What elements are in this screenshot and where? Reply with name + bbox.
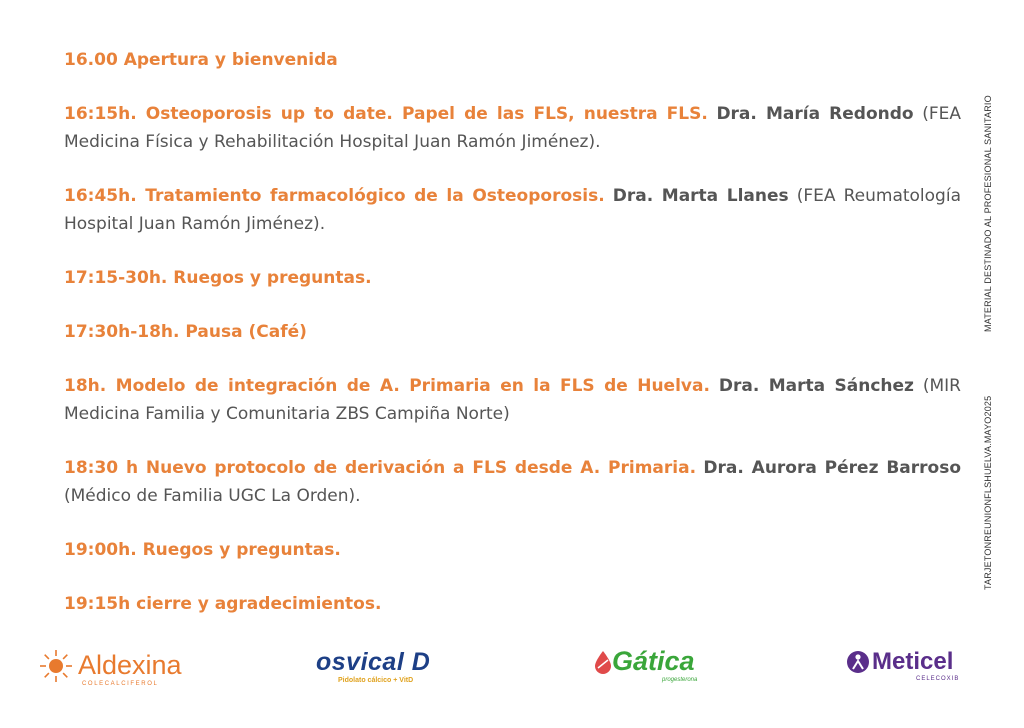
osvical-name: osvical D [316, 648, 431, 676]
gatica-sub: progesterona [662, 677, 698, 683]
agenda-item [64, 264, 961, 292]
agenda-speaker: Dra. María Redondo [716, 104, 914, 124]
agenda-speaker: Dra. Marta Sánchez [718, 376, 914, 396]
agenda-item [64, 536, 961, 564]
agenda-time: 19:15h cierre y agradecimientos. [64, 594, 382, 614]
gatica-name: Gática [612, 646, 695, 676]
agenda-item [64, 454, 961, 510]
aldexina-sub: COLECALCIFEROL [82, 681, 159, 687]
agenda-time: 19:00h. Ruegos y preguntas. [64, 540, 341, 560]
agenda-item [64, 372, 961, 428]
agenda-item [64, 100, 961, 156]
agenda-time: 18h. Modelo de integración de A. Primaria en la FLS de Huelva. [64, 376, 710, 396]
osvical-logo [316, 648, 430, 698]
figure-icon [846, 650, 870, 674]
agenda-time: 16.00 Apertura y bienvenida [64, 50, 338, 70]
agenda-item [64, 318, 961, 346]
agenda-time: 17:15-30h. Ruegos y preguntas. [64, 268, 372, 288]
sun-icon [38, 648, 74, 684]
agenda-item [64, 46, 961, 74]
meticel-sub: CELECOXIB [916, 676, 960, 682]
agenda-time: 16:15h. Osteoporosis up to date. Papel de las FLS, nuestra FLS. [64, 104, 708, 124]
agenda-time: 16:45h. Tratamiento farmacológico de la Osteoporosis. [64, 186, 605, 206]
side-reference: TARJETONREUNIONFLSHUELVA.MAYO2025 [983, 395, 993, 590]
agenda-item [64, 590, 961, 618]
sponsor-logos [0, 640, 1024, 700]
meticel-name: Meticel [872, 648, 954, 675]
osvical-sub: Pidolato cálcico + VitD [338, 677, 414, 684]
agenda-desc: (FEA Medicina Física y Rehabilitación Hospital Juan Ramón Jiménez). [64, 104, 961, 152]
agenda-speaker: Dra. Marta Llanes [612, 186, 789, 206]
agenda [64, 46, 961, 644]
drop-icon [592, 650, 614, 674]
agenda-desc: (Médico de Familia UGC La Orden). [64, 486, 361, 506]
agenda-desc: (FEA Reumatología Hospital Juan Ramón Jiménez). [64, 186, 961, 234]
aldexina-name: Aldexina [78, 650, 182, 680]
agenda-desc: (MIR Medicina Familia y Comunitaria ZBS Campiña Norte) [64, 376, 961, 424]
agenda-time: 17:30h-18h. Pausa (Café) [64, 322, 307, 342]
agenda-speaker: Dra. Aurora Pérez Barroso [703, 458, 961, 478]
agenda-item [64, 182, 961, 238]
side-notice: MATERIAL DESTINADO AL PROFESIONAL SANITARIO [983, 95, 993, 332]
agenda-time: 18:30 h Nuevo protocolo de derivación a FLS desde A. Primaria. [64, 458, 697, 478]
